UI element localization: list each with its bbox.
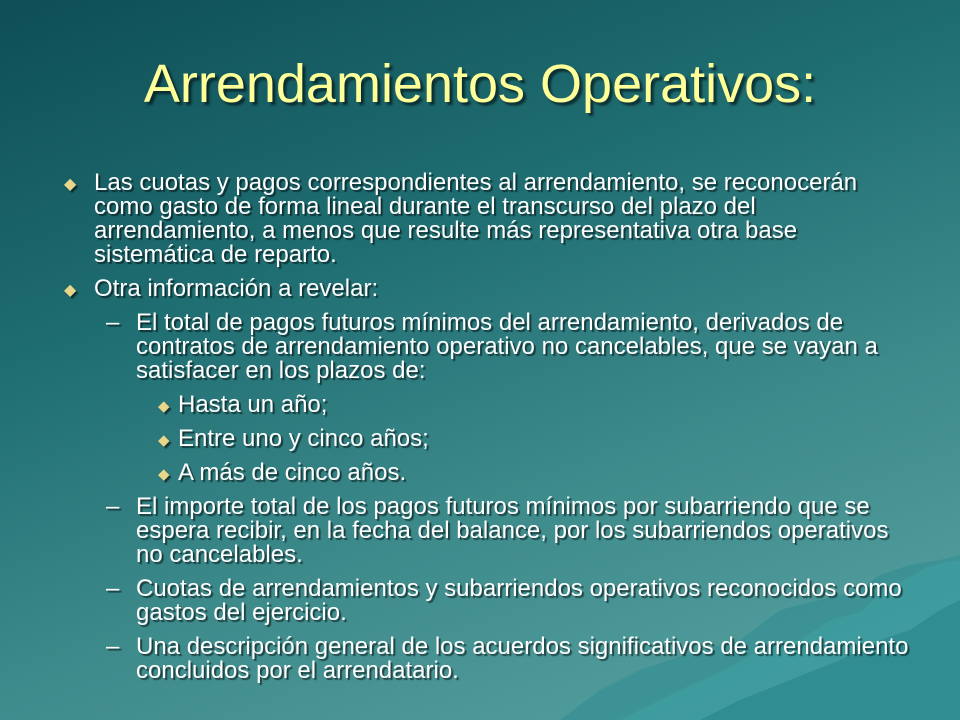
diamond-bullet-icon: ◆ (158, 398, 170, 415)
sub-sub-bullet-item (60, 461, 910, 485)
sub-sub-bullet-text: A más de cinco años. (178, 459, 407, 486)
sub-bullet-item (60, 495, 910, 567)
sub-bullet-item (60, 635, 910, 683)
diamond-bullet-icon: ◆ (158, 432, 170, 449)
dash-bullet-icon: – (106, 633, 120, 660)
sub-bullet-item (60, 577, 910, 625)
slide-content (60, 171, 910, 693)
slide-title: Arrendamientos Operativos: (143, 54, 817, 114)
sub-sub-bullet-item (60, 393, 910, 417)
diamond-bullet-icon: ◆ (64, 176, 77, 193)
sub-sub-bullet-text: Hasta un año; (178, 391, 328, 418)
dash-bullet-icon: – (106, 309, 120, 336)
sub-sub-bullet-text: Entre uno y cinco años; (178, 425, 429, 452)
dash-bullet-icon: – (106, 575, 120, 602)
bullet-item (60, 171, 910, 267)
bullet-text: Las cuotas y pagos correspondientes al arrendamiento, se reconocerán como gasto de forma lineal durante el transcurso del plazo del arrendamiento, a menos que resulte más representativa otra base sistemática de reparto. (94, 169, 858, 268)
sub-bullet-text: El importe total de los pagos futuros mínimos por subarriendo que se espera recibir, en la fecha del balance, por los subarriendos operativos no cancelables. (136, 493, 889, 568)
sub-sub-bullet-item (60, 427, 910, 451)
sub-bullet-text: El total de pagos futuros mínimos del arrendamiento, derivados de contratos de arrendamiento operativo no cancelables, que se vayan a satisfacer en los plazos de: (136, 309, 878, 384)
dash-bullet-icon: – (106, 493, 120, 520)
sub-bullet-text: Una descripción general de los acuerdos significativos de arrendamiento concluidos por el arrendatario. (136, 633, 909, 684)
sub-bullet-item (60, 311, 910, 383)
bullet-text: Otra información a revelar: (94, 275, 379, 302)
diamond-bullet-icon: ◆ (158, 466, 170, 483)
sub-bullet-text: Cuotas de arrendamientos y subarriendos operativos reconocidos como gastos del ejercicio. (136, 575, 902, 626)
diamond-bullet-icon: ◆ (64, 282, 77, 299)
bullet-item (60, 277, 910, 301)
